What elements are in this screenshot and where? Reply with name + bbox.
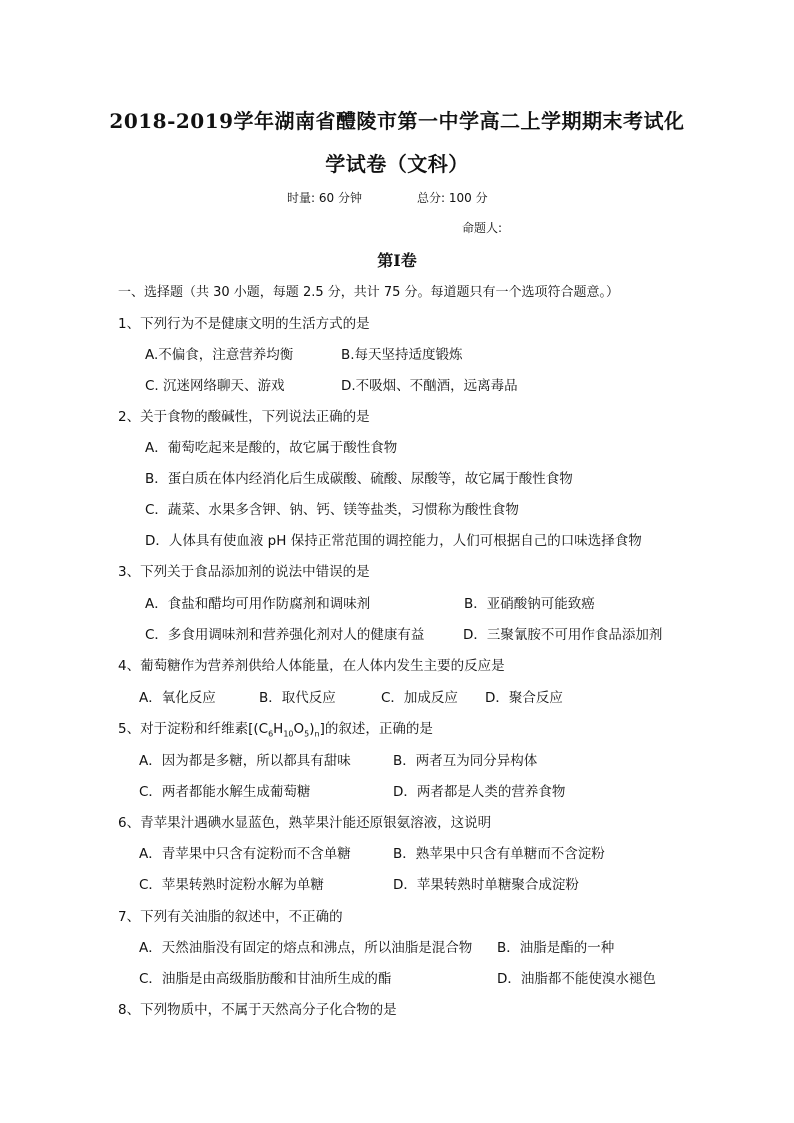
question-option: C．两者都能水解生成葡萄糖	[139, 784, 311, 800]
total-score: 总分: 100 分	[417, 191, 488, 205]
question-option: B．两者互为同分异构体	[393, 753, 538, 769]
question-option: A．天然油脂没有固定的熔点和沸点，所以油脂是混合物	[139, 940, 473, 956]
question-option: D．人体具有使血液 pH 保持正常范围的调控能力，人们可根据自己的口味选择食物	[145, 533, 642, 549]
question-stem: 6、青苹果汁遇碘水显蓝色，熟苹果汁能还原银氨溶液，这说明	[118, 815, 492, 831]
stem-text: H	[273, 721, 284, 737]
section-heading: 一、选择题（共 30 小题，每题 2.5 分，共计 75 分。每道题只有一个选项符合题意。）	[118, 285, 620, 300]
question-option: B．亚硝酸钠可能致癌	[464, 596, 595, 612]
question-option: C．油脂是由高级脂肪酸和甘油所生成的酯	[139, 971, 392, 987]
stem-text: )	[309, 721, 315, 737]
exam-title-line2: 学试卷（文科）	[325, 152, 469, 176]
question-option: C. 沉迷网络聊天、游戏	[145, 378, 285, 394]
question-option: A．氧化反应	[139, 690, 216, 706]
stem-text: ]的叙述，正确的是	[319, 721, 433, 737]
question-stem: 1、下列行为不是健康文明的生活方式的是	[118, 316, 370, 332]
stem-text: O	[293, 721, 305, 737]
author-label: 命题人:	[462, 221, 503, 235]
question-option: C．加成反应	[381, 690, 458, 706]
question-option: D．苹果转熟时单糖聚合成淀粉	[393, 877, 579, 893]
question-stem	[118, 717, 433, 739]
question-option: C．苹果转熟时淀粉水解为单糖	[139, 877, 324, 893]
formula-subscript: n	[314, 729, 320, 739]
question-option: A．葡萄吃起来是酸的，故它属于酸性食物	[145, 440, 398, 456]
question-option: D．油脂都不能使溴水褪色	[497, 971, 656, 987]
question-stem: 7、下列有关油脂的叙述中，不正确的	[118, 909, 343, 925]
question-stem: 3、下列关于食品添加剂的说法中错误的是	[118, 564, 370, 580]
volume-heading: 第Ⅰ卷	[377, 251, 417, 270]
time-limit: 时量: 60 分钟	[287, 191, 362, 205]
question-option: A．青苹果中只含有淀粉而不含单糖	[139, 846, 351, 862]
formula-subscript: 10	[283, 729, 294, 739]
question-option: D．聚合反应	[485, 690, 563, 706]
question-option: A.不偏食，注意营养均衡	[145, 347, 294, 363]
question-option: B．取代反应	[259, 690, 336, 706]
question-option: B.每天坚持适度锻炼	[341, 347, 463, 363]
question-option: B．油脂是酯的一种	[497, 940, 615, 956]
question-option: B．蛋白质在体内经消化后生成碳酸、硫酸、尿酸等，故它属于酸性食物	[145, 471, 573, 487]
question-option: C．蔬菜、水果多含钾、钠、钙、镁等盐类，习惯称为酸性食物	[145, 502, 519, 518]
question-option: C．多食用调味剂和营养强化剂对人的健康有益	[145, 627, 425, 643]
formula-subscript: 5	[304, 729, 310, 739]
stem-text: 5、对于淀粉和纤维素[(C	[118, 721, 269, 737]
question-option: A．食盐和醋均可用作防腐剂和调味剂	[145, 596, 371, 612]
question-stem: 4、葡萄糖作为营养剂供给人体能量，在人体内发生主要的反应是	[118, 658, 505, 674]
exam-title-line1: 2018-2019学年湖南省醴陵市第一中学高二上学期期末考试化	[109, 109, 685, 133]
question-option: D．三聚氰胺不可用作食品添加剂	[463, 627, 663, 643]
formula-subscript: 6	[268, 729, 274, 739]
question-stem: 8、下列物质中，不属于天然高分子化合物的是	[118, 1002, 397, 1018]
question-option: D．两者都是人类的营养食物	[393, 784, 566, 800]
question-option: D.不吸烟、不酗酒，远离毒品	[341, 378, 518, 394]
question-option: A．因为都是多糖，所以都具有甜味	[139, 753, 351, 769]
question-option: B．熟苹果中只含有单糖而不含淀粉	[393, 846, 605, 862]
question-stem: 2、关于食物的酸碱性，下列说法正确的是	[118, 409, 370, 425]
